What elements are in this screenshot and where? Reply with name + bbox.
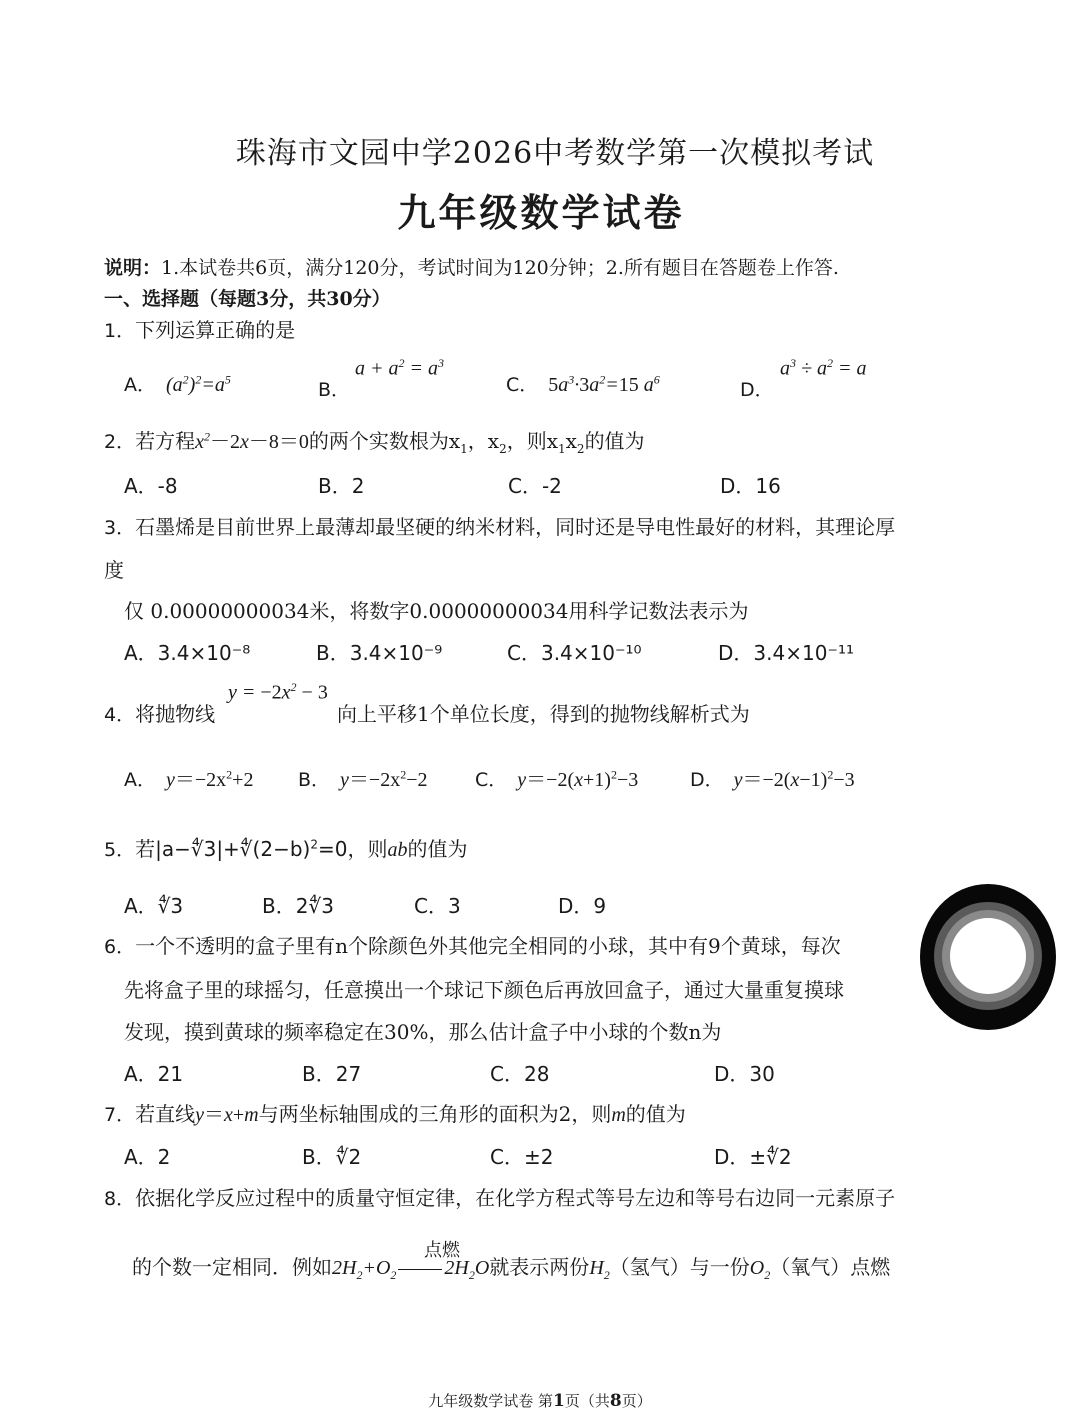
stem-part: 的值为 — [625, 1102, 686, 1126]
footer-text: 页（共 — [564, 1392, 610, 1410]
option-label: B． — [298, 769, 331, 791]
question-number: 8． — [104, 1188, 136, 1210]
q1-option-a — [124, 370, 231, 397]
stem-part: 的值为 — [584, 429, 645, 453]
q2-option-b: B．2 — [318, 474, 365, 498]
question-3-line2: 度 — [104, 558, 124, 582]
option-formula: $y=-2x^2+2$ — [166, 767, 254, 791]
option-label: D．± — [714, 1145, 767, 1169]
q1-option-d-formula: $a^3 \div a^2 = a$ — [780, 356, 867, 380]
question-6-line1 — [104, 930, 841, 959]
question-text: 石墨烯是目前世界上最薄却最坚硬的纳米材料，同时还是导电性最好的材料，其理论厚 — [135, 515, 896, 539]
page-footer — [0, 1390, 1080, 1411]
option-label: A． — [124, 894, 158, 918]
question-number: 2． — [104, 431, 136, 453]
q1-option-d-label — [740, 375, 784, 402]
q1-option-c — [506, 370, 660, 397]
question-7-stem — [104, 1098, 686, 1127]
stem-part: ，x — [467, 429, 500, 453]
q5-option-a — [124, 890, 183, 919]
reaction-condition: 点燃 — [424, 1240, 460, 1261]
stem-part: 若方程 — [135, 429, 196, 453]
q6-option-c: C．28 — [490, 1062, 550, 1086]
option-label: C． — [506, 374, 539, 396]
q7-option-a: A．2 — [124, 1145, 171, 1169]
option-formula: $y=-2x^2-2$ — [340, 767, 428, 791]
q3-option-b: B．3.4×10⁻⁹ — [316, 641, 443, 665]
section-title: 一、选择题 — [104, 288, 200, 310]
q7-option-b — [302, 1141, 361, 1170]
option-label: A． — [124, 769, 156, 791]
q5-option-c: C．3 — [414, 894, 461, 918]
question-text: 下列运算正确的是 — [135, 318, 296, 342]
q2-option-a: A．-8 — [124, 474, 178, 498]
option-formula: ∜3 — [157, 894, 184, 918]
option-label: D． — [690, 769, 724, 791]
stem-part: ，则 — [347, 837, 388, 861]
option-label: A． — [124, 374, 156, 396]
question-6-line2: 先将盒子里的球摇匀，任意摸出一个球记下颜色后再放回盒子，通过大量重复摸球 — [124, 978, 844, 1002]
question-8-line2 — [132, 1251, 890, 1283]
q3-option-a: A．3.4×10⁻⁸ — [124, 641, 251, 665]
option-label: C． — [475, 769, 508, 791]
equation: $x^2-2x-8=0$ — [195, 429, 309, 453]
instructions-text: 1.本试卷共6页，满分120分，考试时间为120分钟；2.所有题目在答题卷上作答. — [161, 257, 839, 279]
section-heading — [104, 284, 391, 311]
q2-option-d: D．16 — [720, 474, 781, 498]
q4-option-d — [690, 763, 855, 792]
option-formula: $(a^2)^2=a^5$ — [166, 372, 231, 396]
option-formula: 2∜3 — [295, 894, 334, 918]
question-5-stem — [104, 833, 467, 862]
oxygen-formula: $O_2$ — [749, 1257, 771, 1282]
q7-option-c: C．±2 — [490, 1145, 554, 1169]
stem-variable: ab — [387, 839, 408, 861]
q4-option-b — [298, 763, 428, 792]
question-3-line1 — [104, 511, 895, 540]
option-label: B． — [318, 379, 351, 401]
question-8-line1 — [104, 1182, 895, 1211]
question-4-stem-b: 向上平移1个单位长度，得到的抛物线解析式为 — [337, 702, 750, 726]
floating-ring-button[interactable] — [920, 884, 1056, 1030]
option-label: B． — [302, 1145, 336, 1169]
q6-option-d: D．30 — [714, 1062, 775, 1086]
q5-option-b — [262, 890, 334, 919]
question-number: 6． — [104, 936, 136, 958]
instructions — [104, 253, 839, 280]
option-formula: $y=-2(x+1)^2-3$ — [517, 767, 639, 791]
option-formula: $y=-2(x-1)^2-3$ — [733, 767, 855, 791]
option-label: B． — [262, 894, 296, 918]
stem-part: （氧气）点燃 — [770, 1255, 891, 1279]
q4-option-a — [124, 763, 253, 792]
stem-variable: m — [611, 1104, 626, 1126]
chemical-equation: $2H_2+O_2$ $2H_2O$ — [332, 1257, 490, 1282]
stem-part: 与两坐标轴围成的三角形的面积为2，则 — [258, 1102, 612, 1126]
option-formula: $5a^3\cdot 3a^2=15$ $a^6$ — [548, 372, 660, 396]
q2-option-c: C．-2 — [508, 474, 562, 498]
instructions-label: 说明： — [104, 257, 162, 279]
stem-part: （氢气）与一份 — [609, 1255, 750, 1279]
q5-expression: $|a-∜3|+∜(2-b)^2=0$ — [155, 837, 348, 861]
stem-part: 的个数一定相同．例如 — [132, 1255, 332, 1279]
paper-title: 九年级数学试卷 — [397, 190, 685, 235]
hydrogen-formula: $H_2$ — [589, 1257, 610, 1282]
footer-text: 九年级数学试卷 第 — [428, 1392, 554, 1410]
q3-option-c: C．3.4×10⁻¹⁰ — [507, 641, 642, 665]
question-1-stem — [104, 314, 295, 343]
q6-option-b: B．27 — [302, 1062, 362, 1086]
q7-option-d — [714, 1141, 792, 1170]
question-2-stem: 2．若方程$x^2-2x-8=0$的两个实数根为$x_1$，$x_2$，则$x_1x_2$的值为 — [104, 429, 645, 456]
question-number: 3． — [104, 517, 136, 539]
option-formula: ∜2 — [766, 1145, 792, 1169]
footer-text: 页） — [621, 1392, 652, 1410]
question-number: 4． — [104, 704, 136, 726]
q5-option-d: D．9 — [558, 894, 607, 918]
option-label: D． — [740, 379, 774, 401]
question-4-stem-a — [104, 698, 215, 727]
exam-title: 珠海市文园中学2026中考数学第一次模拟考试 — [235, 136, 875, 171]
ring-center — [950, 918, 1026, 994]
stem-part: 就表示两份 — [489, 1255, 590, 1279]
stem-part: 若直线 — [135, 1102, 196, 1126]
q1-option-b-label — [318, 375, 360, 402]
option-formula: ∜2 — [335, 1145, 362, 1169]
question-6-line3: 发现，摸到黄球的频率稳定在30%，那么估计盒子中小球的个数n为 — [124, 1020, 722, 1044]
stem-part: 将抛物线 — [135, 702, 216, 726]
q1-option-b-formula: $a + a^2 = a^3$ — [355, 356, 444, 380]
q4-option-c — [475, 763, 638, 792]
question-number: 1． — [104, 320, 136, 342]
stem-part: 若 — [135, 837, 156, 861]
q4-parabola: $y = -2x^2 - 3$ — [228, 680, 328, 704]
question-3-line3: 仅 0.00000000034米，将数字0.00000000034用科学记数法表示为 — [124, 599, 749, 623]
line-equation: y＝x+m — [195, 1104, 259, 1126]
section-note: （每题3分，共30分） — [199, 288, 391, 310]
question-number: 7． — [104, 1104, 136, 1126]
stem-part: ，则x — [506, 429, 558, 453]
stem-part: 的两个实数根为x — [308, 429, 461, 453]
question-number: 5． — [104, 839, 136, 861]
stem-part: 的值为 — [407, 837, 468, 861]
q3-option-d: D．3.4×10⁻¹¹ — [718, 641, 855, 665]
question-text: 依据化学反应过程中的质量守恒定律，在化学方程式等号左边和等号右边同一元素原子 — [135, 1186, 896, 1210]
q6-option-a: A．21 — [124, 1062, 184, 1086]
footer-page-number: 1 — [553, 1391, 565, 1411]
footer-total-pages: 8 — [609, 1391, 622, 1411]
question-text: 一个不透明的盒子里有n个除颜色外其他完全相同的小球，其中有9个黄球，每次 — [135, 934, 841, 958]
